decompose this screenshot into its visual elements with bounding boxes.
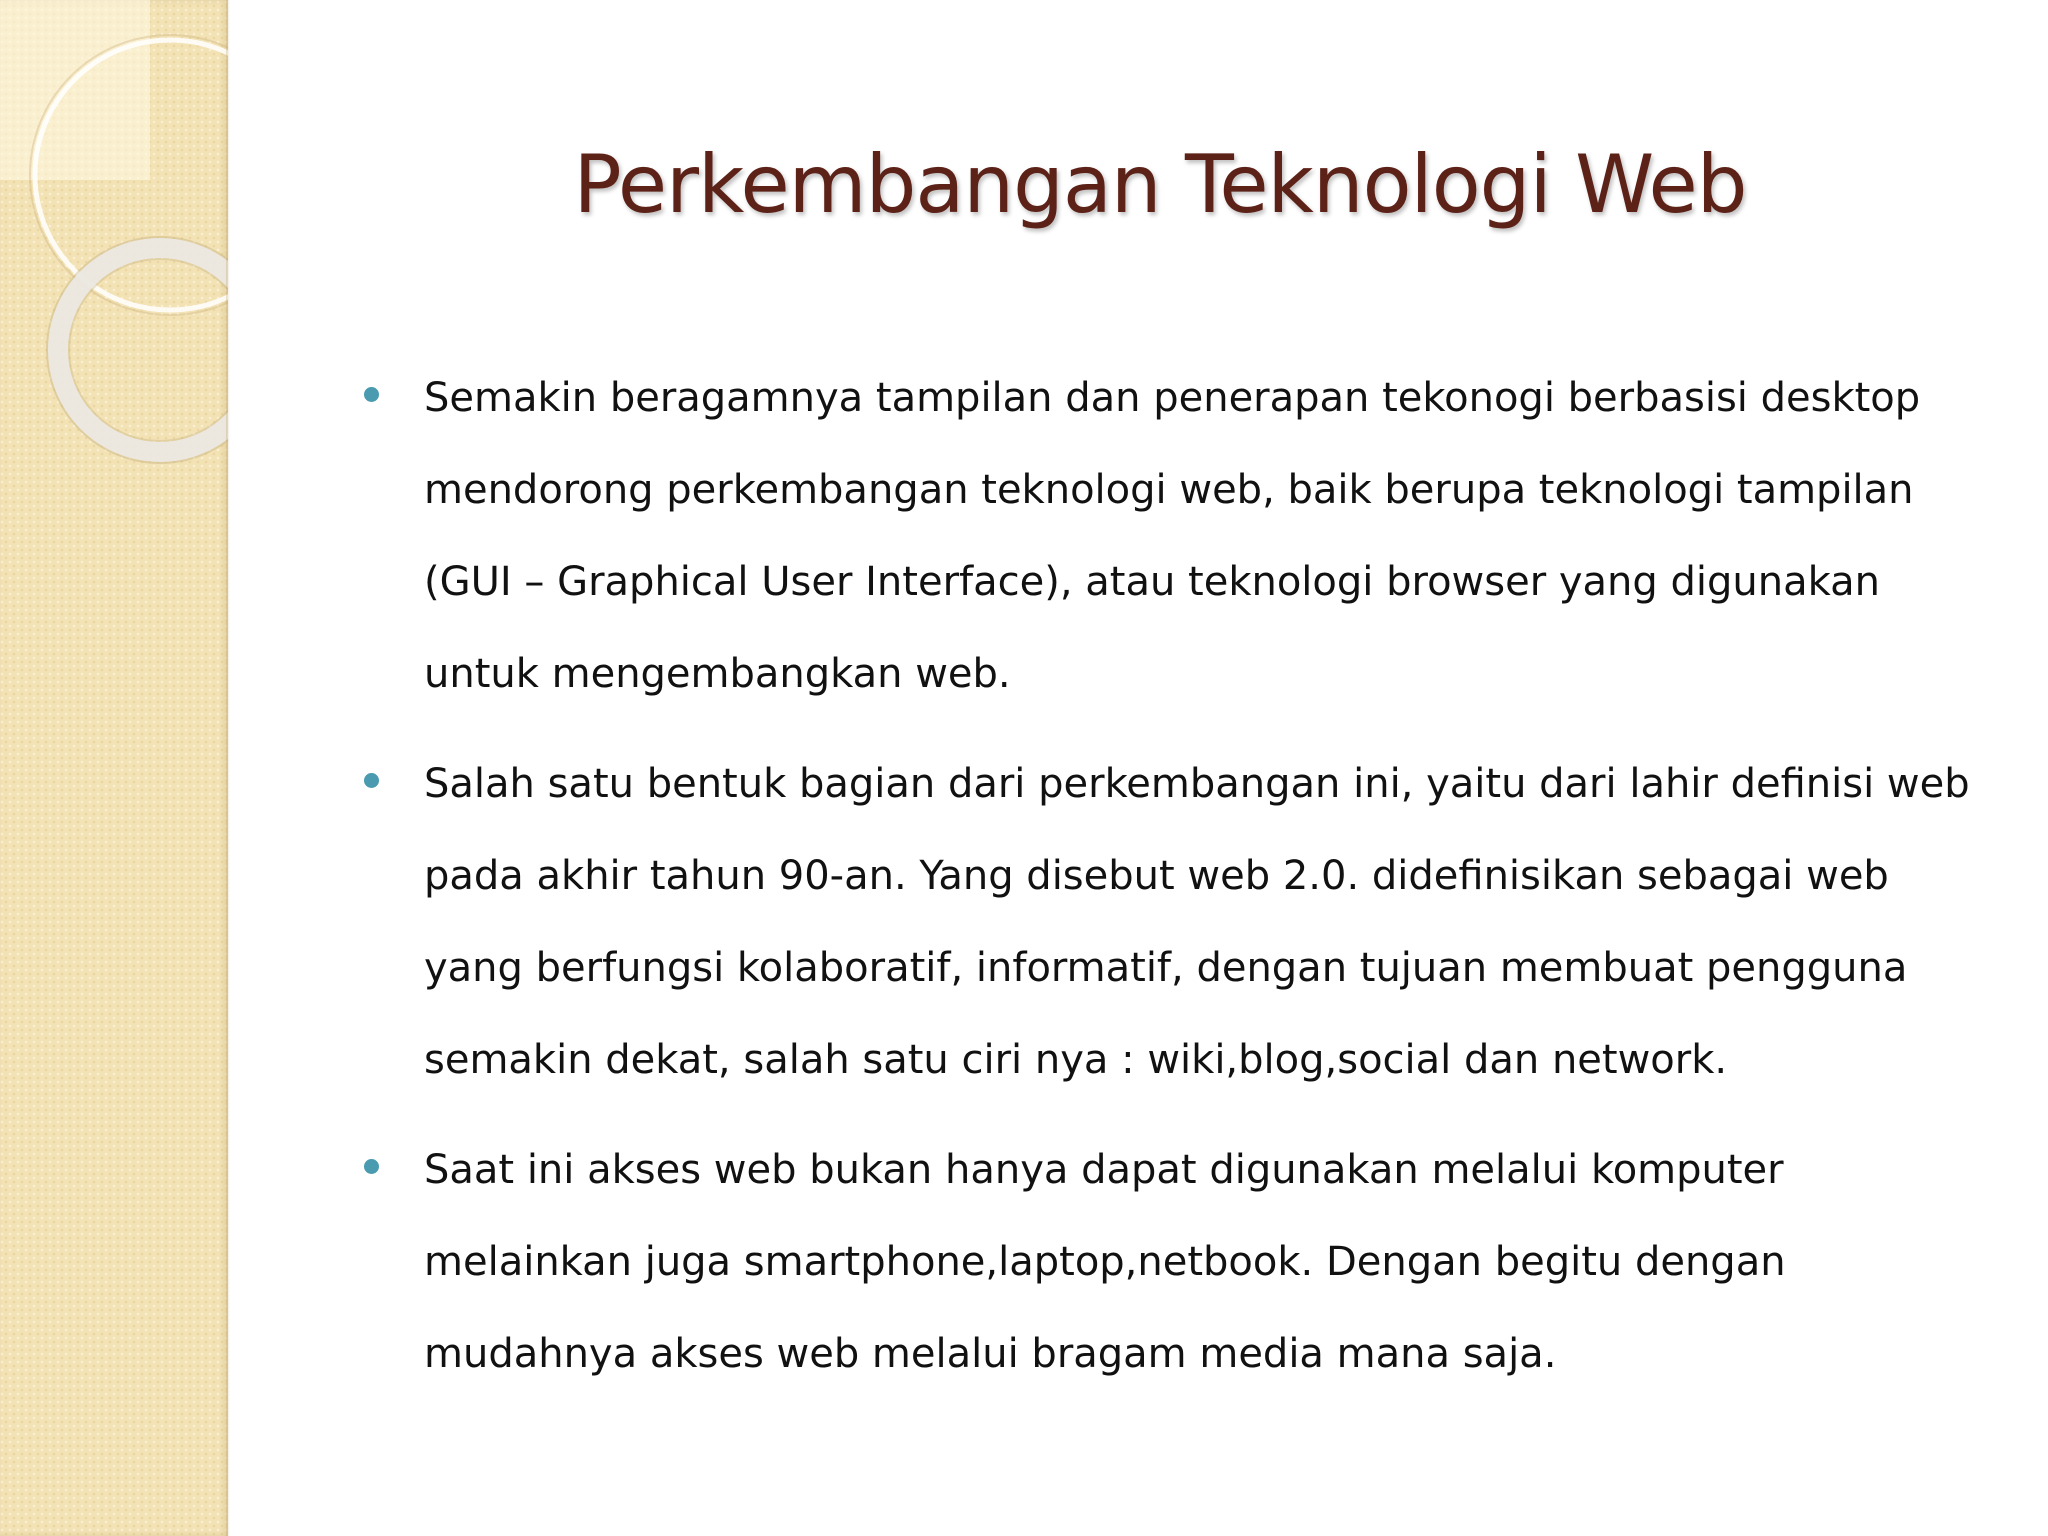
panel-edge-shadow bbox=[226, 0, 230, 1536]
bullet-text-line: semakin dekat, salah satu ciri nya : wiki,blog,social dan network. bbox=[424, 1037, 1728, 1083]
bullet-text-line: Semakin beragamnya tampilan dan penerapan tekonogi berbasisi desktop bbox=[424, 375, 1921, 421]
bullet-text-line: mendorong perkembangan teknologi web, baik berupa teknologi tampilan bbox=[424, 467, 1914, 513]
bullet-item bbox=[360, 352, 2000, 720]
bullet-text-line: (GUI – Graphical User Interface), atau teknologi browser yang digunakan bbox=[424, 559, 1880, 605]
bullet-item bbox=[360, 1124, 2000, 1400]
bullet-text-line: mudahnya akses web melalui bragam media mana saja. bbox=[424, 1331, 1557, 1377]
bullet-text-line: Saat ini akses web bukan hanya dapat digunakan melalui komputer bbox=[424, 1147, 1784, 1193]
bullet-text-line: untuk mengembangkan web. bbox=[424, 651, 1011, 697]
bullet-text-line: pada akhir tahun 90-an. Yang disebut web 2.0. didefinisikan sebagai web bbox=[424, 853, 1889, 899]
bullet-dot-icon bbox=[364, 1159, 379, 1174]
bullet-item bbox=[360, 738, 2000, 1106]
bullet-dot-icon bbox=[364, 773, 379, 788]
bullet-text-line: melainkan juga smartphone,laptop,netbook. Dengan begitu dengan bbox=[424, 1239, 1786, 1285]
slide-title: Perkembangan Teknologi Web bbox=[573, 138, 1747, 231]
bullet-text-line: yang berfungsi kolaboratif, informatif, dengan tujuan membuat pengguna bbox=[424, 945, 1908, 991]
decorative-rings-graphic bbox=[0, 0, 228, 1536]
decorative-side-panel bbox=[0, 0, 228, 1536]
bullet-text-line: Salah satu bentuk bagian dari perkembangan ini, yaitu dari lahir definisi web bbox=[424, 761, 1970, 807]
bullet-dot-icon bbox=[364, 387, 379, 402]
bullet-list bbox=[360, 352, 2000, 1418]
